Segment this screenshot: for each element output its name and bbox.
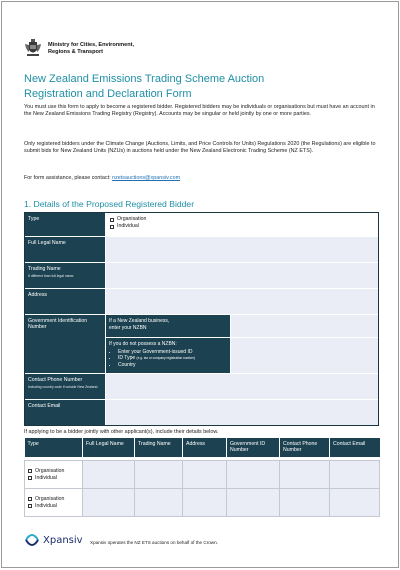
coat-of-arms-icon [24, 38, 42, 60]
trading-name-label [25, 263, 105, 288]
no-nzbn-list [109, 349, 227, 369]
nzbn-label [105, 315, 230, 337]
joint-applicants-table [24, 438, 380, 517]
gov-id-subtable [105, 315, 378, 373]
joint-full-legal-name-field[interactable] [83, 461, 135, 489]
joint-gov-id-field[interactable] [227, 461, 280, 489]
checkbox-icon[interactable] [110, 225, 114, 229]
type-label: Type [25, 213, 105, 236]
type-option-individual[interactable] [28, 475, 79, 482]
no-nzbn-row [105, 337, 378, 373]
section-1-heading: 1. Details of the Proposed Registered Bidder [24, 199, 195, 209]
checkbox-icon[interactable] [110, 218, 114, 222]
address-field[interactable] [105, 289, 378, 314]
contact-phone-text: Contact Phone Number [28, 377, 83, 383]
joint-header-cell: Contact Email [330, 438, 380, 457]
joint-header-cell: Address [183, 438, 227, 457]
contact-phone-hint: Including country code if outside New Zealand. [28, 385, 99, 389]
joint-applicant-row [25, 461, 380, 489]
option-label: Organisation [35, 467, 65, 474]
no-nzbn-label [105, 337, 230, 373]
contact-prefix: For form assistance, please contact: [24, 175, 113, 181]
joint-header-cell: Full Legal Name [83, 438, 135, 457]
option-label: Individual [35, 502, 57, 509]
contact-phone-field[interactable] [105, 374, 378, 399]
full-legal-name-row [25, 237, 378, 263]
no-nzbn-item: • Enter your Government-issued ID [118, 349, 227, 356]
xpansiv-logo-icon [24, 532, 40, 548]
contact-email-label: Contact Email [25, 400, 105, 425]
option-label: Organisation [117, 216, 147, 222]
joint-email-field[interactable] [330, 489, 380, 517]
no-nzbn-item [118, 355, 227, 362]
type-option-organisation[interactable] [28, 496, 79, 503]
nzbn-label-line2: enter your NZBN [109, 324, 147, 331]
checkbox-icon[interactable] [28, 504, 32, 508]
full-legal-name-label: Full Legal Name [25, 237, 105, 262]
option-label: Organisation [35, 495, 65, 502]
joint-type-cell [25, 489, 83, 517]
trading-name-field[interactable] [105, 263, 378, 288]
joint-header-cell: Contact Phone Number [280, 438, 330, 457]
joint-phone-field[interactable] [280, 461, 330, 489]
joint-trading-name-field[interactable] [135, 489, 183, 517]
trading-name-row [25, 263, 378, 289]
checkbox-icon[interactable] [28, 476, 32, 480]
joint-applicant-row [25, 489, 380, 517]
type-options [105, 213, 378, 236]
joint-gov-id-field[interactable] [227, 489, 280, 517]
checkbox-icon[interactable] [28, 497, 32, 501]
nzbn-field[interactable] [230, 315, 378, 337]
type-option-organisation[interactable] [28, 468, 79, 475]
joint-address-field[interactable] [183, 461, 227, 489]
gov-id-label: Government Identification Number [25, 315, 105, 373]
type-option-organisation[interactable] [110, 216, 374, 223]
form-title-line2: Registration and Declaration Form [24, 87, 192, 100]
no-nzbn-item: • Country [118, 362, 227, 369]
joint-email-field[interactable] [330, 461, 380, 489]
joint-type-cell [25, 461, 83, 489]
joint-header-cell: Type [25, 438, 83, 457]
nzbn-row [105, 315, 378, 337]
intro-paragraph-1: You must use this form to apply to become a registered bidder. Registered bidders may be individuals or organisations but must have an account in the New Zealand Emissions Trading Registry (Registry). Accounts may be singular or held jointly by one or more parties. [24, 104, 375, 118]
joint-header-cell: Trading Name [135, 438, 183, 457]
full-legal-name-field[interactable] [105, 237, 378, 262]
ministry-name-line2: Regions & Transport [48, 49, 104, 55]
id-type-label: ID Type [118, 355, 136, 362]
footer-logo [24, 532, 83, 548]
id-type-hint: (e.g. tax or company registration number) [136, 356, 195, 361]
contact-email-field[interactable] [105, 400, 378, 425]
address-row [25, 289, 378, 315]
joint-header-row [25, 438, 380, 457]
type-option-individual[interactable] [110, 223, 374, 230]
form-page [1, 1, 399, 568]
contact-paragraph [24, 175, 380, 182]
contact-phone-row [25, 374, 378, 400]
ministry-header [24, 38, 134, 60]
ministry-name [48, 42, 134, 55]
type-row [25, 213, 378, 237]
joint-header-cell: Government ID Number [227, 438, 280, 457]
nzbn-label-line1: If a New Zealand business, [109, 318, 170, 324]
joint-trading-name-field[interactable] [135, 461, 183, 489]
address-label: Address [25, 289, 105, 314]
form-title-line1: New Zealand Emissions Trading Scheme Auction [24, 73, 265, 85]
form-title [24, 72, 354, 101]
ministry-name-line1: Ministry for Cities, Environment, [48, 42, 135, 49]
bidder-details-table [24, 212, 379, 426]
contact-email-row [25, 400, 378, 425]
xpansiv-logo-text: Xpansiv [43, 534, 83, 546]
xpansiv-logo [24, 532, 83, 548]
trading-name-text: Trading Name [28, 266, 61, 272]
type-option-individual[interactable] [28, 503, 79, 510]
joint-applicants-intro: If applying to be a bidder jointly with other applicant(s), include their details below. [24, 429, 219, 435]
footer-note: Xpansiv operates the NZ ETS auctions on behalf of the Crown. [90, 540, 218, 545]
joint-full-legal-name-field[interactable] [83, 489, 135, 517]
no-nzbn-heading: If you do not possess a NZBN: [109, 341, 177, 347]
joint-phone-field[interactable] [280, 489, 330, 517]
option-label: Individual [35, 474, 57, 481]
gov-id-field[interactable] [230, 337, 378, 373]
joint-address-field[interactable] [183, 489, 227, 517]
gov-id-row [25, 315, 378, 374]
option-label: Individual [117, 223, 139, 229]
intro-paragraph-2: Only registered bidders under the Climate Change (Auctions, Limits, and Price Controls for Units) Regulations 2020 (the Regulations) are eligible to submit bids for New Zealand Units (NZUs) in auctions held under the New Zealand Electronic Trading Scheme (NZ ETS). [24, 141, 376, 155]
contact-phone-label [25, 374, 105, 399]
trading-name-hint: If different than full legal name. [28, 274, 75, 278]
checkbox-icon[interactable] [28, 469, 32, 473]
contact-email-link[interactable]: nzetsauctions@xpansiv.com [112, 175, 181, 181]
